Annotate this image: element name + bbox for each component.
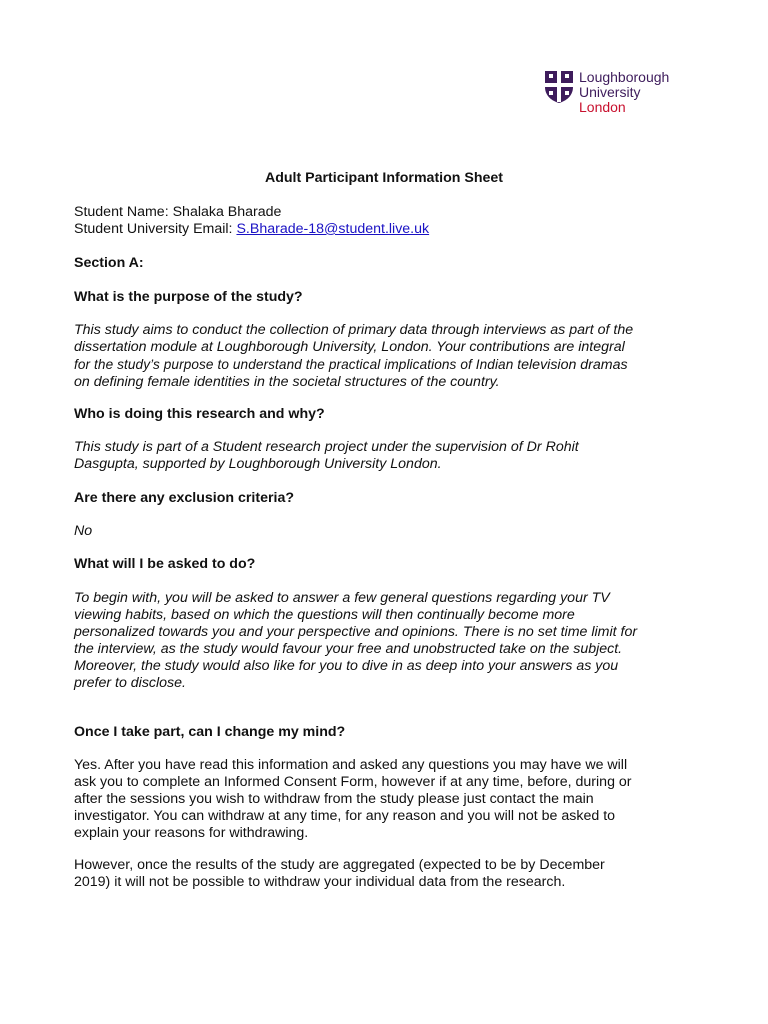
question-exclusion: Are there any exclusion criteria? (74, 490, 294, 506)
answer-line: Moreover, the study would also like for you to dive in as deep into your answers as you (74, 658, 619, 674)
logo-text (579, 70, 669, 115)
question-purpose: What is the purpose of the study? (74, 289, 303, 305)
question-change-mind: Once I take part, can I change my mind? (74, 724, 346, 740)
student-name-line (74, 204, 704, 221)
answer-line: investigator. You can withdraw at any time, for any reason and you will not be asked to (74, 808, 616, 824)
answer-line-part: for the study’s purpose to understand the practical implications of Indian t (74, 357, 522, 372)
student-name-label: Student Name: (74, 204, 169, 220)
answer-line: dissertation module at Loughborough University, London. Your contributions are integral (74, 339, 625, 355)
student-email-label: Student University Email: (74, 221, 233, 237)
student-details (74, 204, 704, 238)
student-email-line (74, 221, 704, 238)
section-heading: Section A: (74, 255, 144, 271)
logo-line-3: London (579, 99, 626, 115)
answer-purpose (74, 322, 704, 391)
logo-line-2: University (579, 84, 641, 100)
answer-line: viewing habits, based on which the questions will then continually become more (74, 607, 575, 623)
answer-line: 2019) it will not be possible to withdraw your individual data from the research. (74, 874, 566, 890)
answer-line: This study is part of a Student research project under the supervision of Dr Rohit (74, 439, 579, 455)
answer-exclusion: No (74, 523, 93, 539)
answer-line: This study aims to conduct the collection of primary data through interviews as part of the (74, 322, 634, 338)
answer-aggregation (74, 857, 704, 891)
question-asked: What will I be asked to do? (74, 556, 256, 572)
university-logo (544, 70, 694, 116)
answer-who (74, 439, 704, 473)
student-email-link[interactable]: S.Bharade-18@student.live.uk (236, 221, 430, 237)
answer-line: Dasgupta, supported by Loughborough University London. (74, 456, 442, 472)
answer-change-mind (74, 757, 704, 842)
answer-line: the interview, as the study would favour your free and unobstructed take on the subject. (74, 641, 623, 657)
crest-icon (544, 70, 574, 104)
answer-line: To begin with, you will be asked to answer a few general questions regarding your TV (74, 590, 610, 606)
question-who: Who is doing this research and why? (74, 406, 325, 422)
answer-line: personalized towards you and your perspective and opinions. There is no set time limit for (74, 624, 638, 640)
answer-line (74, 356, 704, 374)
answer-line: explain your reasons for withdrawing. (74, 825, 309, 841)
logo-line-1: Loughborough (579, 69, 670, 85)
student-name: Shalaka Bharade (172, 204, 282, 220)
answer-asked (74, 590, 704, 692)
answer-line: ask you to complete an Informed Consent Form, however if at any time, before, during or (74, 774, 632, 790)
answer-line-part: elevision dramas (521, 357, 628, 373)
page-title: Adult Participant Information Sheet (264, 170, 504, 186)
answer-line: Yes. After you have read this information and asked any questions you may have we will (74, 757, 628, 773)
answer-line: prefer to disclose. (74, 675, 186, 691)
answer-line: However, once the results of the study are aggregated (expected to be by December (74, 857, 605, 873)
answer-line: on defining female identities in the societal structures of the country. (74, 374, 500, 390)
answer-line: after the sessions you wish to withdraw from the study please just contact the main (74, 791, 594, 807)
